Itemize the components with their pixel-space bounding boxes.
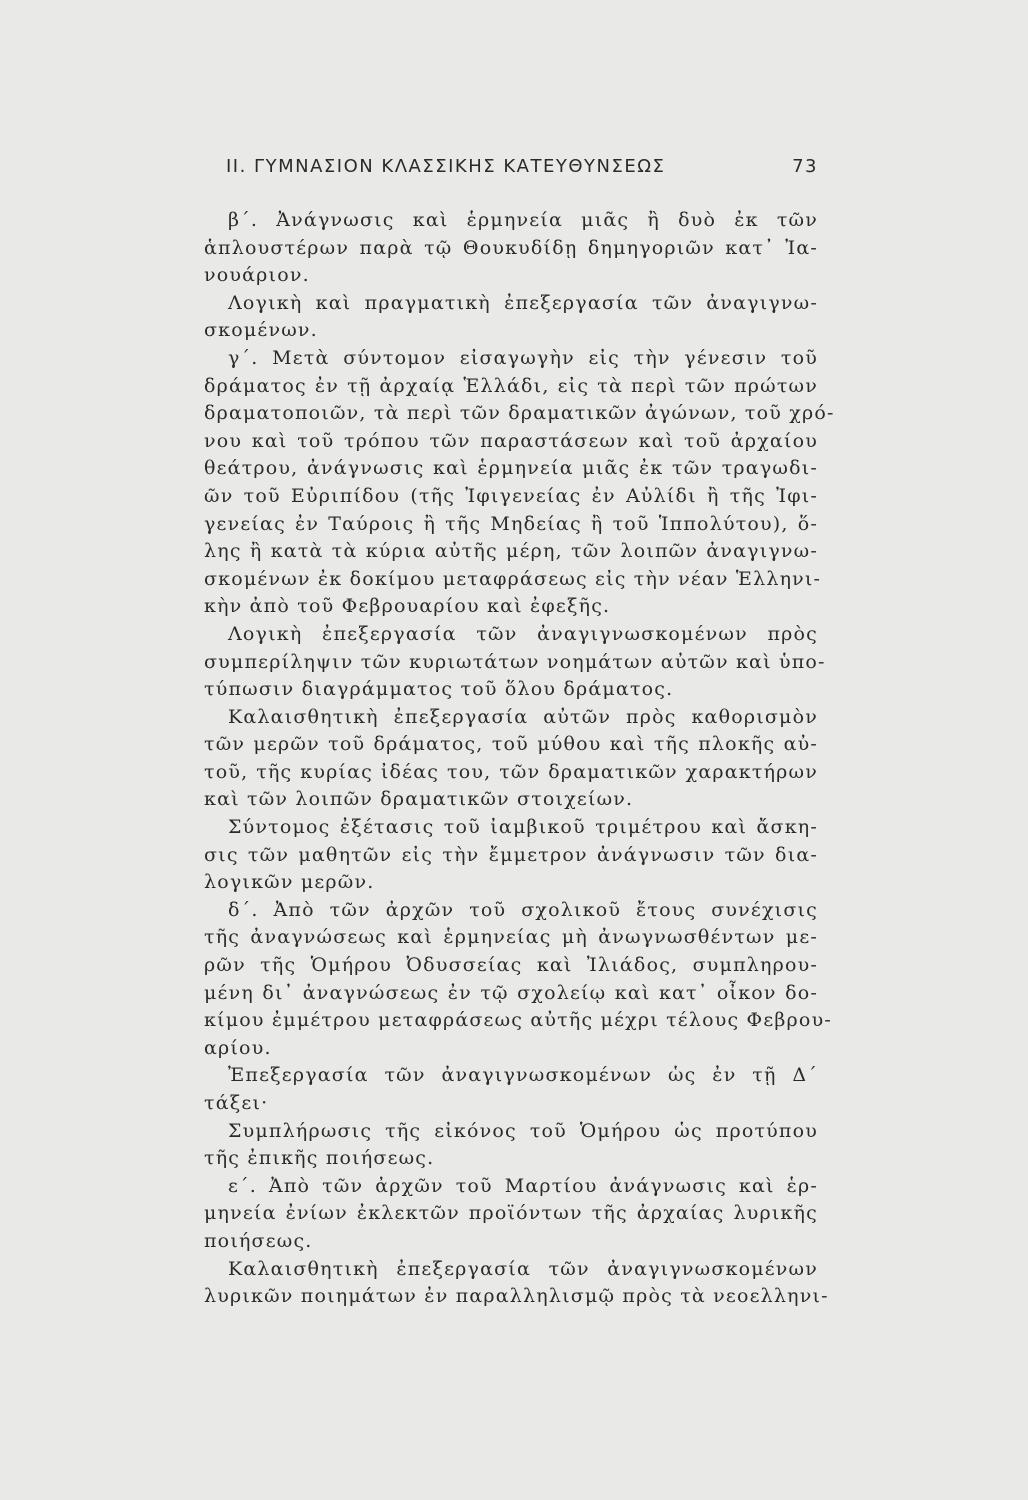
text-line: Καλαισθητικὴ ἐπεξεργασία τῶν ἀναγιγνωσκομένων bbox=[228, 1257, 818, 1280]
text-line: δράματος ἐν τῇ ἀρχαίᾳ Ἑλλάδι, εἰς τὰ περὶ τῶν πρώτων bbox=[204, 374, 818, 397]
running-header bbox=[226, 156, 818, 177]
text-line: δ΄. Ἀπὸ τῶν ἀρχῶν τοῦ σχολικοῦ ἔτους συνέχισις bbox=[228, 898, 818, 921]
text-line: νουάριον. bbox=[204, 264, 310, 287]
text-line: νου καὶ τοῦ τρόπου τῶν παραστάσεων καὶ τοῦ ἀρχαίου bbox=[204, 429, 818, 452]
text-line: ῶν τοῦ Εὐριπίδου (τῆς Ἰφιγενείας ἐν Αὐλίδι ἢ τῆς Ἰφι- bbox=[204, 484, 818, 507]
text-line: Λογικὴ ἐπεξεργασία τῶν ἀναγιγνωσκομένων πρὸς bbox=[228, 622, 818, 645]
text-line: συμπερίληψιν τῶν κυριωτάτων νοημάτων αὐτῶν καὶ ὑπο- bbox=[204, 650, 826, 673]
text-line: κὴν ἀπὸ τοῦ Φεβρουαρίου καὶ ἐφεξῆς. bbox=[204, 595, 611, 618]
text-line: ε΄. Ἀπὸ τῶν ἀρχῶν τοῦ Μαρτίου ἀνάγνωσις καὶ ἑρ- bbox=[228, 1174, 818, 1197]
text-line: τύπωσιν διαγράμματος τοῦ ὅλου δράματος. bbox=[204, 678, 674, 701]
text-line: γ΄. Μετὰ σύντομον εἰσαγωγὴν εἰς τὴν γένεσιν τοῦ bbox=[228, 346, 818, 369]
text-line: καὶ τῶν λοιπῶν δραματικῶν στοιχείων. bbox=[204, 788, 634, 811]
text-line: λης ἢ κατὰ τὰ κύρια αὐτῆς μέρη, τῶν λοιπῶν ἀναγιγνω- bbox=[204, 540, 818, 563]
text-line: Καλαισθητικὴ ἐπεξεργασία αὐτῶν πρὸς καθορισμὸν bbox=[228, 705, 818, 728]
text-line: τάξει· bbox=[204, 1092, 269, 1114]
text-line: κίμου ἐμμέτρου μεταφράσεως αὐτῆς μέχρι τέλους Φεβρου- bbox=[204, 1009, 832, 1032]
text-line: σκομένων ἐκ δοκίμου μεταφράσεως εἰς τὴν νέαν Ἑλληνι- bbox=[204, 567, 822, 590]
body-text bbox=[204, 207, 835, 1311]
text-line: Συμπλήρωσις τῆς εἰκόνος τοῦ Ὁμήρου ὡς προτύπου bbox=[228, 1119, 818, 1142]
text-line: μηνεία ἐνίων ἐκλεκτῶν προϊόντων τῆς ἀρχαίας λυρικῆς bbox=[204, 1202, 818, 1225]
text-line: Ἐπεξεργασία τῶν ἀναγιγνωσκομένων ὡς ἐν τῇ Δ΄ bbox=[228, 1064, 818, 1087]
text-line: σκομένων. bbox=[204, 319, 318, 342]
text-line: Λογικὴ καὶ πραγματικὴ ἐπεξεργασία τῶν ἀναγιγνω- bbox=[228, 291, 818, 314]
text-line: λυρικῶν ποιημάτων ἐν παραλληλισμῷ πρὸς τὰ νεοελληνι- bbox=[204, 1285, 829, 1308]
text-line: τοῦ, τῆς κυρίας ἰδέας του, τῶν δραματικῶν χαρακτήρων bbox=[204, 760, 818, 783]
text-line: αρίου. bbox=[204, 1036, 272, 1059]
text-line: τῆς ἀναγνώσεως καὶ ἑρμηνείας μὴ ἀνωγνωσθέντων με- bbox=[204, 926, 818, 949]
text-line: ἁπλουστέρων παρὰ τῷ Θουκυδίδῃ δημηγοριῶν κατ᾿ Ἰα- bbox=[204, 236, 818, 259]
page-number: 73 bbox=[792, 156, 818, 177]
text-line: β΄. Ἀνάγνωσις καὶ ἑρμηνεία μιᾶς ἢ δυὸ ἐκ τῶν bbox=[228, 209, 818, 231]
text-line: τῶν μερῶν τοῦ δράματος, τοῦ μύθου καὶ τῆς πλοκῆς αὐ- bbox=[204, 733, 818, 756]
text-line: λογικῶν μερῶν. bbox=[204, 871, 375, 894]
text-line: σις τῶν μαθητῶν εἰς τὴν ἔμμετρον ἀνάγνωσιν τῶν δια- bbox=[204, 843, 818, 866]
text-line: ποιήσεως. bbox=[204, 1229, 313, 1252]
text-line: δραματοποιῶν, τὰ περὶ τῶν δραματικῶν ἀγώνων, τοῦ χρό- bbox=[204, 402, 835, 425]
text-line: ρῶν τῆς Ὁμήρου Ὀδυσσείας καὶ Ἰλιάδος, συμπληρου- bbox=[204, 954, 818, 977]
text-line: μένη δι᾿ ἀναγνώσεως ἐν τῷ σχολείῳ καὶ κατ᾿ οἶκον δο- bbox=[204, 981, 818, 1004]
text-line: Σύντομος ἐξέτασις τοῦ ἰαμβικοῦ τριμέτρου καὶ ἄσκη- bbox=[228, 816, 818, 839]
header-title: II. ΓΥΜΝΑΣΙΟΝ ΚΛΑΣΣΙΚΗΣ ΚΑΤΕΥΘΥΝΣΕΩΣ bbox=[226, 156, 666, 177]
text-line: θεάτρου, ἀνάγνωσις καὶ ἑρμηνεία μιᾶς ἐκ τῶν τραγωδι- bbox=[204, 457, 818, 480]
text-line: γενείας ἐν Ταύροις ἢ τῆς Μηδείας ἢ τοῦ Ἱππολύτου), ὅ- bbox=[204, 512, 818, 535]
text-line: τῆς ἐπικῆς ποιήσεως. bbox=[204, 1147, 435, 1170]
